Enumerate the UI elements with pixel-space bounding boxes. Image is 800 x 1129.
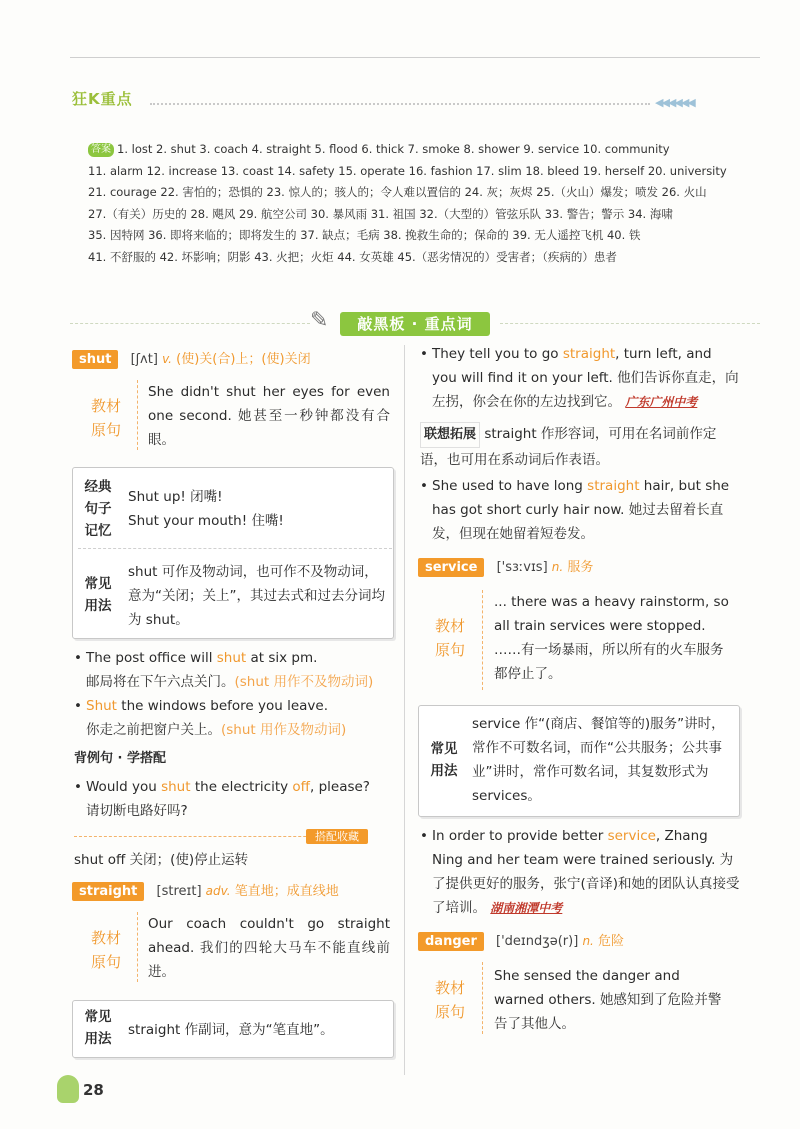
usage-label: 常见 用法 bbox=[84, 576, 112, 614]
word-tag-service: service bbox=[418, 558, 484, 577]
source-rule bbox=[137, 912, 138, 982]
page-number: 28 bbox=[55, 1075, 115, 1105]
source-label: 教材 原句 bbox=[90, 929, 121, 971]
answer-tag: 答案 bbox=[88, 143, 114, 157]
source-rule bbox=[482, 590, 483, 690]
source-label: 教材 原句 bbox=[434, 979, 465, 1021]
source-label: 教材 原句 bbox=[90, 397, 121, 439]
source-label: 教材 原句 bbox=[434, 617, 465, 659]
banner-title: 敲黑板 · 重点词 bbox=[340, 312, 490, 336]
section-logo bbox=[72, 88, 152, 112]
answers-row: 21. courage 22. 害怕的；恐惧的 23. 惊人的；骇人的；令人难以置信的 24. 灰；灰烬 25.（火山）爆发；喷发 26. 火山 bbox=[88, 185, 707, 199]
answers-row: 41. 不舒服的 42. 坏影响；阴影 43. 火把；火炬 44. 女英雄 45.（恶劣情况的）受害者；（疾病的）患者 bbox=[88, 249, 617, 264]
exam-source: 湖南湘潭中考 bbox=[490, 901, 563, 915]
example-sentence: • In order to provide better service, Zhang Ning and her team were trained seriously. 为了提供更好的服务，张宁(音译)和她的团队认真接受了培训。 湖南湘潭中考 bbox=[432, 824, 740, 920]
danger-header: danger ['deɪndʒə(r)] n. 危险 bbox=[418, 930, 748, 951]
phonetic: [ʃʌt] bbox=[130, 352, 158, 367]
word-tag-straight: straight bbox=[72, 882, 144, 901]
answers-block bbox=[88, 139, 738, 268]
extend-block: 联想拓展 straight 作形容词，可用在名词前作定语，也可用在系动词后作表语。 bbox=[420, 422, 740, 472]
recite-label: 背例句 · 学搭配 bbox=[74, 751, 166, 766]
classic-label: 经典 句子 记忆 bbox=[84, 479, 112, 539]
source-sentence: She sensed the danger and warned others. 她感知到了危险并警告了其他人。 bbox=[494, 968, 722, 1032]
source-sentence: ... there was a heavy rainstorm, so all train services were stopped. ……有一场暴雨，所以所有的火车服务都停止了。 bbox=[494, 594, 729, 682]
column-divider bbox=[404, 345, 405, 1075]
extend-label: 联想拓展 bbox=[420, 422, 480, 448]
dotted-rule bbox=[150, 103, 650, 105]
usage-text: shut 可作及物动词，也可作不及物动词，意为“关闭；关上”，其过去式和过去分词均为 shut。 bbox=[128, 564, 385, 628]
example-sentence: • She used to have long straight hair, but she has got short curly hair now. 她过去留着长直发，但现在她留着短卷发。 bbox=[432, 474, 740, 546]
source-sentence: She didn't shut her eyes for even one second. 她甚至一秒钟都没有合眼。 bbox=[148, 384, 390, 448]
collect-tag: 搭配收藏 bbox=[306, 829, 368, 844]
chalk-icon: ✎ bbox=[310, 308, 329, 333]
usage-label: 常见 用法 bbox=[430, 741, 458, 779]
word-tag-shut: shut bbox=[72, 350, 118, 369]
box-divider bbox=[78, 548, 392, 549]
top-rule bbox=[70, 57, 760, 58]
example-sentence: • The post office will shut at six pm. 邮局将在下午六点关门。(shut 用作不及物动词) • Shut the windows before you leave. 你走之前把窗户关上。(shut 用作及物动词) bbox=[86, 646, 396, 742]
answers-row: 答案 1. lost 2. shut 3. coach 4. straight 5. flood 6. thick 7. smoke 8. shower 9. service 10. community bbox=[88, 139, 738, 161]
part-of-speech: v. bbox=[162, 352, 172, 366]
classic-sentences: Shut up! 闭嘴! Shut your mouth! 住嘴! bbox=[128, 489, 284, 529]
usage-label: 常见 用法 bbox=[84, 1009, 112, 1047]
straight-header: straight [streɪt] adv. 笔直地；成直线地 bbox=[72, 880, 402, 901]
service-header: service ['sɜːvɪs] n. 服务 bbox=[418, 556, 748, 577]
arrow-deco-icon: ◀◀◀◀◀◀ bbox=[655, 96, 694, 109]
lightbulb-icon bbox=[57, 1075, 79, 1103]
section-banner bbox=[310, 308, 490, 338]
phrase: shut off 关闭；(使)停止运转 bbox=[74, 852, 249, 868]
answers-row: 11. alarm 12. increase 13. coast 14. safety 15. operate 16. fashion 17. slim 18. bleed 19. herself 20. university bbox=[88, 163, 727, 178]
usage-text: service 作“(商店、餐馆等的)服务”讲时，常作不可数名词，而作“公共服务；公共事业”讲时，常作可数名词，其复数形式为 services。 bbox=[472, 716, 725, 804]
answers-row: 27.（有关）历史的 28. 飓风 29. 航空公司 30. 暴风雨 31. 祖国 32.（大型的）管弦乐队 33. 警告；警示 34. 海啸 bbox=[88, 206, 673, 221]
shut-header bbox=[72, 348, 402, 369]
divider-left bbox=[70, 323, 310, 324]
source-rule bbox=[137, 380, 138, 450]
source-sentence: Our coach couldn't go straight ahead. 我们的四轮大马车不能直线前进。 bbox=[148, 916, 391, 980]
usage-text: straight 作副词，意为“笔直地”。 bbox=[128, 1022, 334, 1038]
answers-row: 35. 因特网 36. 即将来临的；即将发生的 37. 缺点；毛病 38. 挽救生命的；保命的 39. 无人遥控飞机 40. 铁 bbox=[88, 228, 641, 242]
logo-text: 狂K重点 bbox=[72, 90, 133, 108]
example-sentence: • They tell you to go straight, turn left, and you will find it on your left. 他们告诉你直走，向左拐，你会在你的左边找到它。 广东广州中考 bbox=[432, 342, 740, 414]
meaning: (使)关(合)上；(使)关闭 bbox=[176, 352, 311, 367]
divider-right bbox=[500, 323, 760, 324]
word-tag-danger: danger bbox=[418, 932, 484, 951]
source-rule bbox=[482, 962, 483, 1034]
example-sentence: • Would you shut the electricity off, please? 请切断电路好吗? bbox=[86, 775, 396, 823]
exam-source: 广东广州中考 bbox=[625, 395, 698, 409]
